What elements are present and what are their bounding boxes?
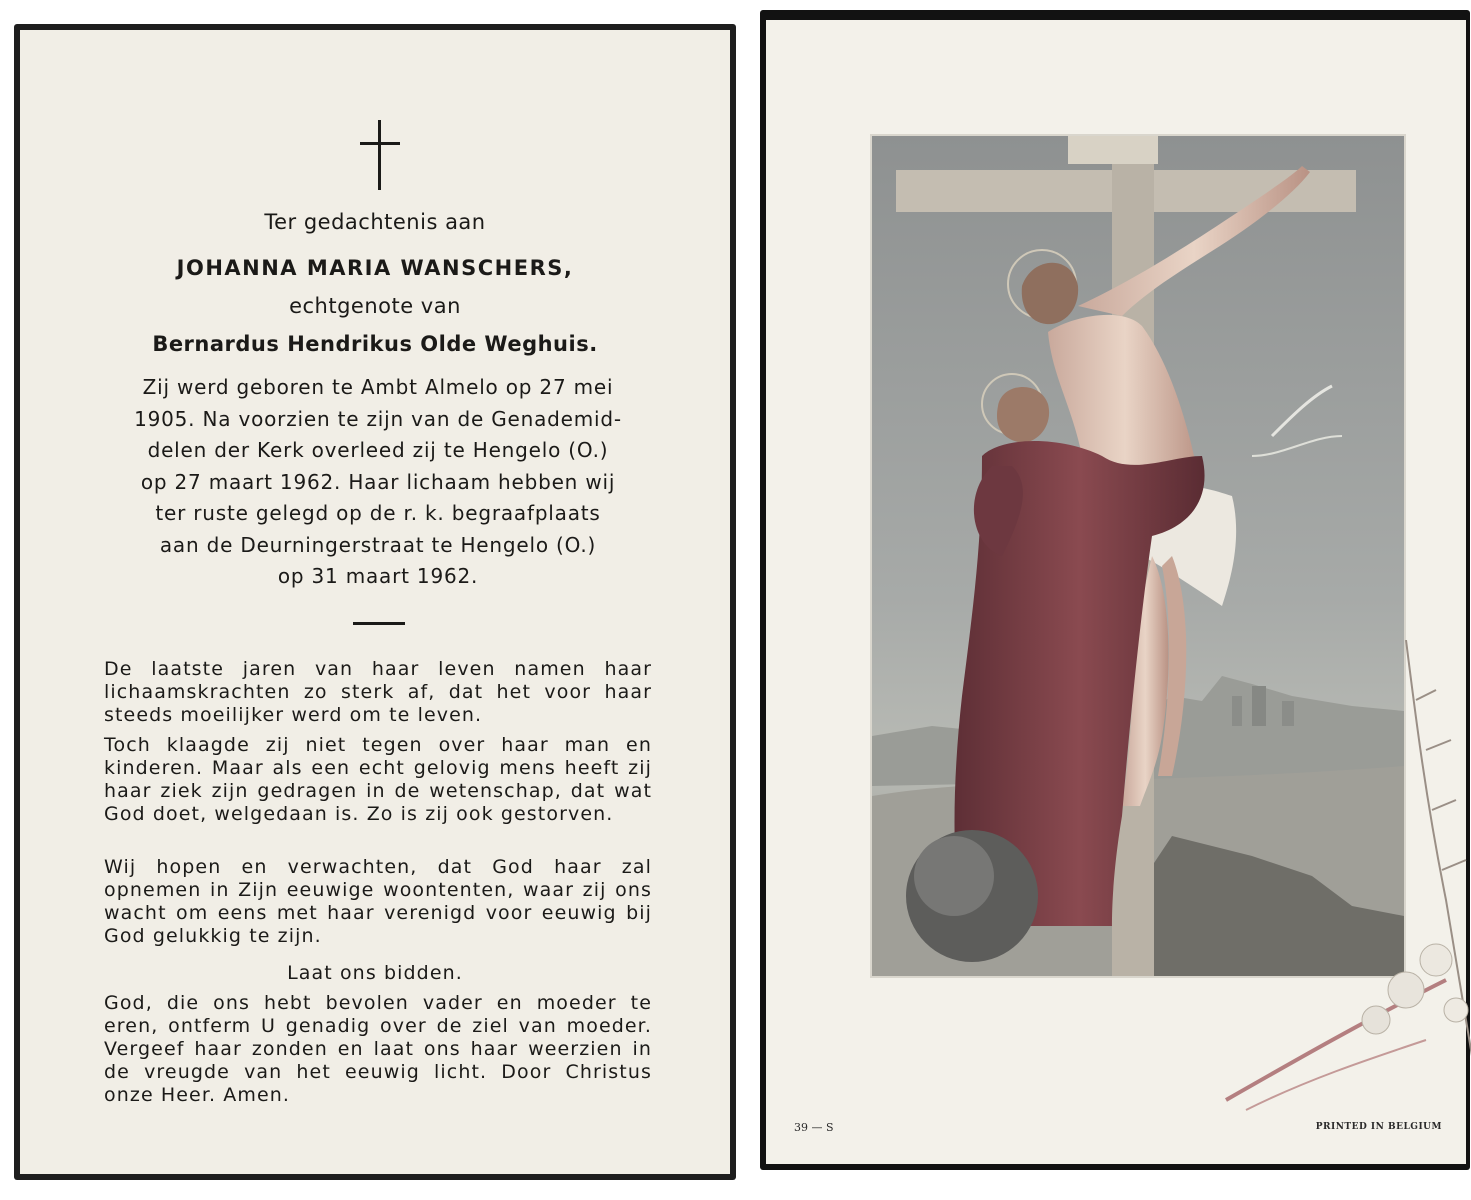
memorial-card-back: [760, 10, 1470, 1170]
bio-line: Zij werd geboren te Ambt Almelo op 27 mei: [142, 375, 614, 399]
biography: [104, 372, 652, 593]
bio-line: op 27 maart 1962. Haar lichaam hebben wij: [140, 469, 616, 494]
bio-line: delen der Kerk overleed zij te Hengelo (O.): [147, 438, 609, 462]
prayer-heading: Laat ons bidden.: [287, 962, 463, 984]
relation-text: echtgenote van: [289, 294, 461, 318]
bio-line: 1905. Na voorzien te zijn van de Genademid-: [134, 406, 622, 431]
printer-note: PRINTED IN BELGIUM: [1315, 1122, 1442, 1132]
flower-ornament-image: [1186, 640, 1471, 1160]
cross-icon: [360, 120, 400, 190]
spouse-name: Bernardus Hendrikus Olde Weghuis.: [152, 332, 598, 356]
bio-line: ter ruste gelegd op de r. k. begraafplaats: [155, 501, 601, 525]
paragraph-hope: Wij hopen en verwachten, dat God haar zal opnemen in Zijn eeuwige woontenten, waar zij ons wacht om eens met haar verenigd voor eeuwig bij God gelukkig te zijn.: [104, 856, 652, 947]
bio-line: op 31 maart 1962.: [277, 564, 479, 588]
catalog-number: 39 — S: [794, 1121, 834, 1134]
paragraph-decline: De laatste jaren van haar leven namen haar lichaamskrachten zo sterk af, dat het voor haar steeds moeilijker werd om te leven.: [104, 658, 652, 726]
paragraph-faith: Toch klaagde zij niet tegen over haar man en kinderen. Maar als een echt gelovig mens heeft zij haar ziek zijn gedragen in de wetenschap, dat wat God doet, welgedaan is. Zo is zij ook gestorven.: [104, 734, 652, 825]
memorial-card-front: [14, 24, 736, 1180]
bio-line: aan de Deurningerstraat te Hengelo (O.): [159, 532, 597, 557]
divider: [353, 622, 405, 625]
heading: Ter gedachtenis aan: [264, 210, 486, 234]
deceased-name: JOHANNA MARIA WANSCHERS,: [176, 256, 574, 280]
card-front-paper: [20, 30, 730, 1174]
prayer-text: God, die ons hebt bevolen vader en moeder te eren, ontferm U genadig over de ziel van moeder. Vergeef haar zonden en laat ons haar weerzien in de vreugde van het eeuwig licht. Door Christus onze Heer. Amen.: [104, 992, 652, 1106]
card-back-paper: [766, 20, 1466, 1164]
